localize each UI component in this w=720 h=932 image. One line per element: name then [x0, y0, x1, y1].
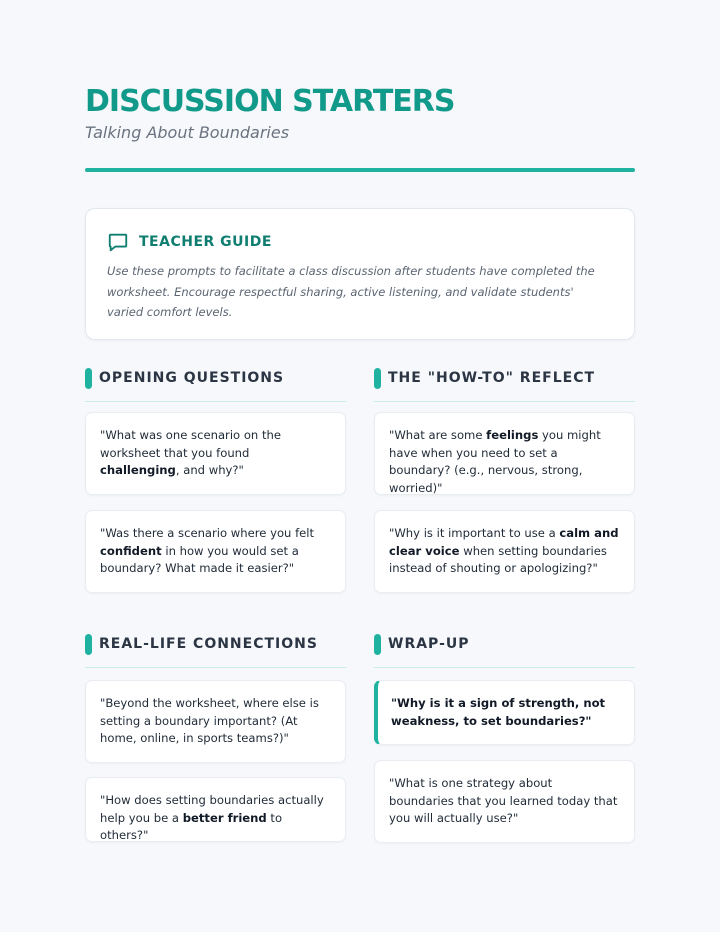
emphasis-text: challenging	[100, 463, 176, 478]
teacher-guide-header	[107, 231, 612, 253]
section-title: REAL-LIFE CONNECTIONS	[99, 636, 318, 652]
section-wrap-up	[374, 634, 635, 826]
question-card	[85, 777, 346, 842]
section-accent-bar	[374, 634, 381, 655]
section-how-to-reflect	[374, 368, 635, 576]
key-question-card	[374, 680, 635, 745]
question-card	[374, 510, 635, 593]
title-divider	[85, 168, 635, 172]
section-real-life-connections	[85, 634, 346, 843]
question-card	[374, 412, 635, 495]
worksheet-page	[85, 84, 635, 843]
section-accent-bar	[85, 368, 92, 389]
card-text: you might have when you need to set a boundary? (e.g., nervous, strong, worried)"	[389, 428, 601, 495]
emphasis-text: feelings	[486, 428, 539, 442]
teacher-guide-box	[85, 208, 635, 340]
card-text: in how you would set a boundary? What made it easier?"	[100, 543, 299, 576]
section-header	[85, 368, 346, 402]
card-text: "How does setting boundaries actually help you be a	[100, 793, 324, 825]
card-text: "Beyond the worksheet, where else is setting a boundary important? (At home, online, in sports teams?)"	[100, 696, 319, 746]
section-accent-bar	[85, 634, 92, 655]
question-card	[85, 680, 346, 763]
chat-bubble-icon	[107, 231, 129, 253]
section-opening-questions	[85, 368, 346, 576]
section-accent-bar	[374, 368, 381, 389]
question-card	[85, 510, 346, 593]
page-subtitle: Talking About Boundaries	[85, 123, 290, 142]
card-text: "Why is it a sign of strength, not weakness, to set boundaries?"	[391, 696, 606, 728]
card-text: to others?"	[100, 810, 283, 843]
section-title: OPENING QUESTIONS	[99, 370, 285, 386]
card-text: "What was one scenario on the worksheet that you found	[100, 428, 281, 460]
section-header	[374, 634, 635, 668]
teacher-guide-title: TEACHER GUIDE	[139, 234, 272, 250]
card-text: when setting boundaries instead of shouting or apologizing?"	[389, 543, 607, 576]
card-text: "Was there a scenario where you felt	[100, 526, 315, 540]
section-title: THE "HOW-TO" REFLECT	[388, 370, 596, 386]
card-text: , and why?"	[175, 463, 244, 478]
emphasis-text: confident	[100, 543, 162, 558]
card-text: "Why is it important to use a	[389, 526, 560, 540]
question-card	[85, 412, 346, 495]
section-header	[85, 634, 346, 668]
section-title: WRAP-UP	[388, 636, 470, 652]
card-text: "What are some	[389, 428, 487, 442]
question-card	[374, 760, 635, 843]
card-text: "What is one strategy about boundaries that you learned today that you will actually use?"	[389, 776, 618, 826]
emphasis-text: calm and clear voice	[389, 526, 619, 558]
section-header	[374, 368, 635, 402]
teacher-guide-text: Use these prompts to facilitate a class discussion after students have completed the worksheet. Encourage respectful sharing, active listening, and validate students' varied comfort levels.	[107, 264, 595, 319]
page-title: DISCUSSION STARTERS	[85, 84, 455, 119]
emphasis-text: better friend	[182, 810, 267, 825]
